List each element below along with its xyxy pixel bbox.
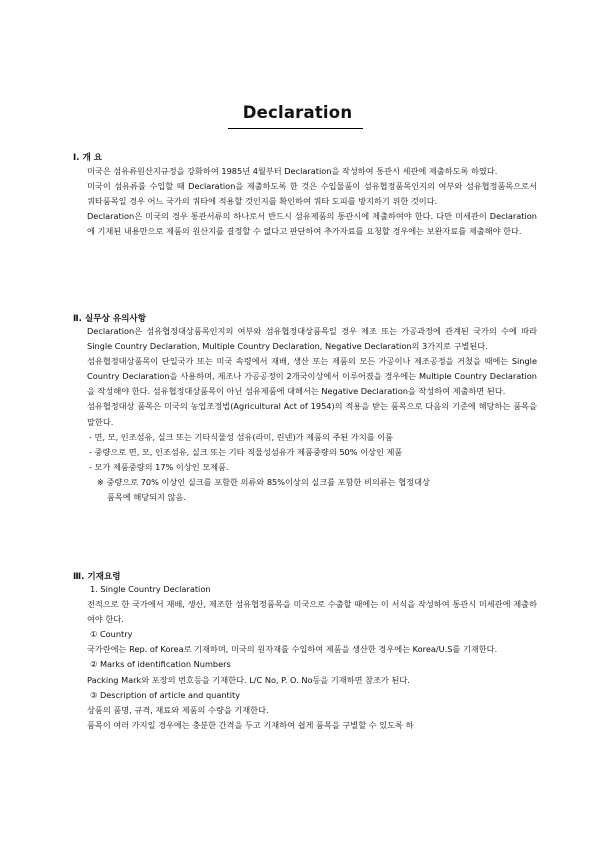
paragraph: 품목이 여러 가지일 경우에는 충분한 간격을 두고 기재하여 쉽게 품목을 구별할 수 있도록 하: [87, 719, 414, 730]
list-item: - 중량으로 면, 모, 인조섬유, 실크 또는 기타 직물성섬유가 제품중량의 50% 이상인 제품: [89, 446, 403, 457]
item-heading: ① Country: [90, 629, 133, 640]
list-item: - 모가 제품중량의 17% 이상인 모제품.: [89, 461, 229, 472]
section-heading-instructions: Ⅲ. 기재요령: [73, 572, 121, 582]
note-text-continued: 품목에 해당되지 않음.: [107, 492, 186, 503]
paragraph: 상품의 품명, 규격, 재료와 제품의 수량을 기재한다.: [87, 704, 269, 715]
item-heading: ② Marks of identification Numbers: [90, 659, 231, 670]
paragraph: Packing Mark와 포장의 번호등을 기재한다. L/C No, P. O. No등을 기재하면 참조가 된다.: [87, 674, 410, 685]
document-title: Declaration: [242, 103, 353, 122]
paragraph: 전적으로 한 국가에서 재배, 생산, 제조한 섬유협정품목을 미국으로 수출할 때에는 이 서식을 작성하여 통관시 미세관에 제출하여야 한다.: [87, 599, 537, 625]
subheading: 1. Single Country Declaration: [90, 584, 211, 594]
note-text: ※ 중량으로 70% 이상인 실크를 포함한 의류와 85%이상의 실크를 포함한 비의류는 협정대상: [97, 476, 430, 487]
item-heading: ③ Description of article and quantity: [90, 689, 241, 700]
paragraph: 국가란에는 Rep. of Korea로 기재하며, 미국의 원자재를 수입하여 제품을 생산한 경우에는 Korea/U.S를 기재한다.: [87, 644, 498, 655]
paragraph: 미국이 섬유류를 수입할 때 Declaration을 제출하도록 한 것은 수입물품이 섬유협정품목인지의 여부와 섬유협정품목으로서 쿼타품목일 경우 어느 국가의 쿼타에 적용할 것인지를 확인하여 쿼타 도피를 방지하기 위한 것이다.: [87, 181, 537, 207]
paragraph: 미국은 섬유류원산지규정을 강화하여 1985년 4월부터 Declaration을 작성하여 통관시 세관에 제출하도록 하였다.: [87, 166, 498, 176]
section-instructions-body: [87, 582, 537, 733]
paragraph: Declaration은 섬유협정대상품목인지의 여부와 섬유협정대상품목일 경우 제조 또는 가공과정에 관계된 국가의 수에 따라 Single Country Declaration, Multiple Country Declaration, Negative Declaration의 3가지로 구별된다.: [87, 326, 537, 352]
section-heading-overview: Ⅰ. 개 요: [73, 153, 103, 163]
title-underline: [228, 128, 363, 129]
section-heading-practical-notes: Ⅱ. 실무상 유의사항: [73, 314, 147, 324]
section-practical-notes-body: [87, 324, 537, 505]
list-item: - 면, 모, 인조섬유, 실크 또는 기타식물성 섬유(라미, 린넨)가 제품의 주된 가치를 이룸: [89, 431, 394, 442]
paragraph: Declaration은 미국의 경우 통관서류의 하나로서 반드시 섬유제품의 통관시에 제출하여야 한다. 다만 미세관이 Declaration에 기재된 내용만으로 제품의 원산지를 결정할 수 없다고 판단하여 추가자료를 요청할 경우에는 보완자료를 제출해야 한다.: [87, 211, 537, 237]
paragraph: 섬유협정대상 품목은 미국의 농업조정법(Agricultural Act of 1954)의 적용을 받는 품목으로 다음의 기준에 해당하는 품목을 말한다.: [87, 401, 537, 427]
section-overview-body: [87, 164, 537, 239]
paragraph: 섬유협정대상품목이 단일국가 또는 미국 속령에서 재배, 생산 또는 제품의 모든 가공이나 제조공정을 거쳤을 때에는 Single Country Declaration을 사용하며, 제조나 가공공정이 2개국이상에서 이루어졌을 경우에는 Multiple Country Declaration을 작성해야 한다. 섬유협정대상품목이 아닌 섬유제품에 대해서는 Negative Declaration을 작성하여 제출하면 된다.: [87, 356, 537, 397]
